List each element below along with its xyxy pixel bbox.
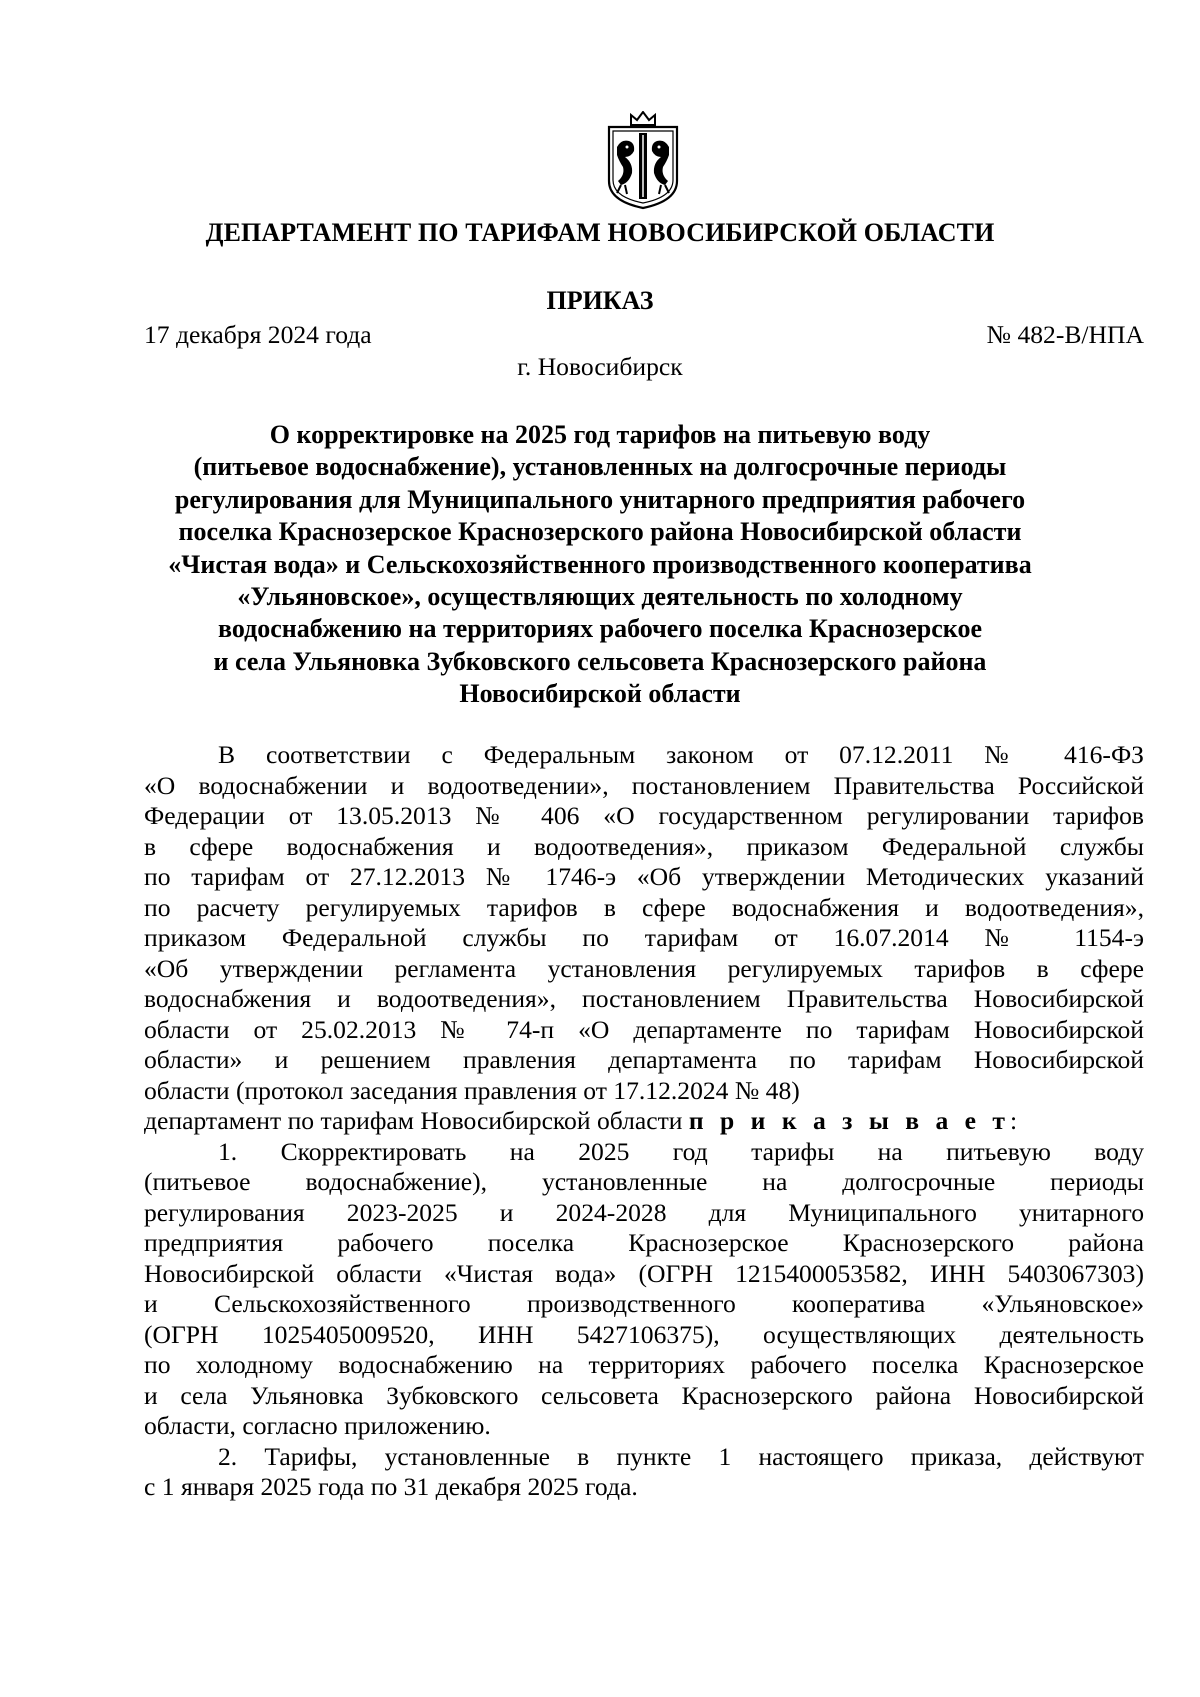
coat-of-arms-icon [601,111,685,211]
title-line: Новосибирской области [459,679,741,709]
title-line: поселка Краснозерское Краснозерского района Новосибирской области [178,517,1022,547]
document-date: 17 декабря 2024 года [144,320,372,349]
body-line: предприятия рабочего поселка Краснозерское Краснозерского района [144,1228,1144,1257]
body-line: области (протокол заседания правления от 17.12.2024 № 48) [144,1075,800,1105]
body-line: В соответствии с Федеральным законом от 07.12.2011 № 416-ФЗ [218,740,1144,769]
body-line: с 1 января 2025 года по 31 декабря 2025 года. [144,1472,638,1501]
title-line: (питьевое водоснабжение), установленных на долгосрочные периоды [193,452,1007,482]
body-line: (ОГРН 1025405009520, ИНН 5427106375), осуществляющих деятельность [144,1319,1144,1349]
order-line-text: департамент по тарифам Новосибирской области [144,1106,689,1135]
item-2-paragraph [144,1442,1144,1503]
title-line: и села Ульяновка Зубковского сельсовета Краснозерского района [213,646,987,676]
title-line: водоснабжению на территориях рабочего поселка Краснозерское [217,614,982,644]
organization-name: ДЕПАРТАМЕНТ ПО ТАРИФАМ НОВОСИБИРСКОЙ ОБЛАСТИ [205,218,995,247]
document-title [150,419,1050,711]
title-line: регулирования для Муниципального унитарного предприятия рабочего [174,484,1026,514]
body-line: области от 25.02.2013 № 74-п «О департаменте по тарифам Новосибирской [144,1014,1144,1044]
body-line: 2. Тарифы, установленные в пункте 1 настоящего приказа, действуют [218,1441,1144,1471]
document-type: ПРИКАЗ [546,286,654,315]
body-line: области, согласно приложению. [144,1411,491,1440]
body-line: «О водоснабжении и водоотведении», постановлением Правительства Российской [144,770,1144,800]
title-line: «Чистая вода» и Сельскохозяйственного производственного кооператива [168,549,1032,579]
preamble-paragraph [144,740,1144,1106]
title-line: «Ульяновское», осуществляющих деятельность по холодному [237,582,963,612]
order-line-colon: : [1009,1106,1018,1135]
body-line: по тарифам от 27.12.2013 № 1746-э «Об утверждении Методических указаний [144,862,1144,891]
body-line: регулирования 2023-2025 и 2024-2028 для Муниципального унитарного [144,1197,1144,1227]
body-line: 1. Скорректировать на 2025 год тарифы на питьевую воду [218,1136,1144,1166]
order-line [144,1106,1144,1137]
body-line: (питьевое водоснабжение), установленные на долгосрочные периоды [144,1167,1144,1196]
body-line: по расчету регулируемых тарифов в сфере водоснабжения и водоотведения», [144,892,1144,922]
document-number: № 482-В/НПА [986,320,1144,349]
body-line: в сфере водоснабжения и водоотведения», приказом Федеральной службы [144,831,1144,861]
body-line: Новосибирской области «Чистая вода» (ОГРН 1215400053582, ИНН 5403067303) [144,1258,1144,1288]
body-line: водоснабжения и водоотведения», постановлением Правительства Новосибирской [144,984,1144,1013]
document-body [144,740,1144,1503]
body-line: и села Ульяновка Зубковского сельсовета Краснозерского района Новосибирской [144,1380,1144,1410]
body-line: области» и решением правления департамента по тарифам Новосибирской [144,1045,1144,1074]
body-line: и Сельскохозяйственного производственного кооператива «Ульяновское» [144,1289,1144,1318]
order-verb: п р и к а з ы в а е т [688,1106,1010,1135]
title-line: О корректировке на 2025 год тарифов на питьевую воду [269,420,931,449]
body-line: Федерации от 13.05.2013 № 406 «О государственном регулировании тарифов [144,801,1144,830]
item-1-paragraph [144,1137,1144,1442]
body-line: приказом Федеральной службы по тарифам от 16.07.2014 № 1154-э [144,923,1144,952]
body-line: по холодному водоснабжению на территориях рабочего поселка Краснозерское [144,1350,1144,1379]
document-city: г. Новосибирск [517,352,683,381]
body-line: «Об утверждении регламента установления регулируемых тарифов в сфере [144,953,1144,983]
